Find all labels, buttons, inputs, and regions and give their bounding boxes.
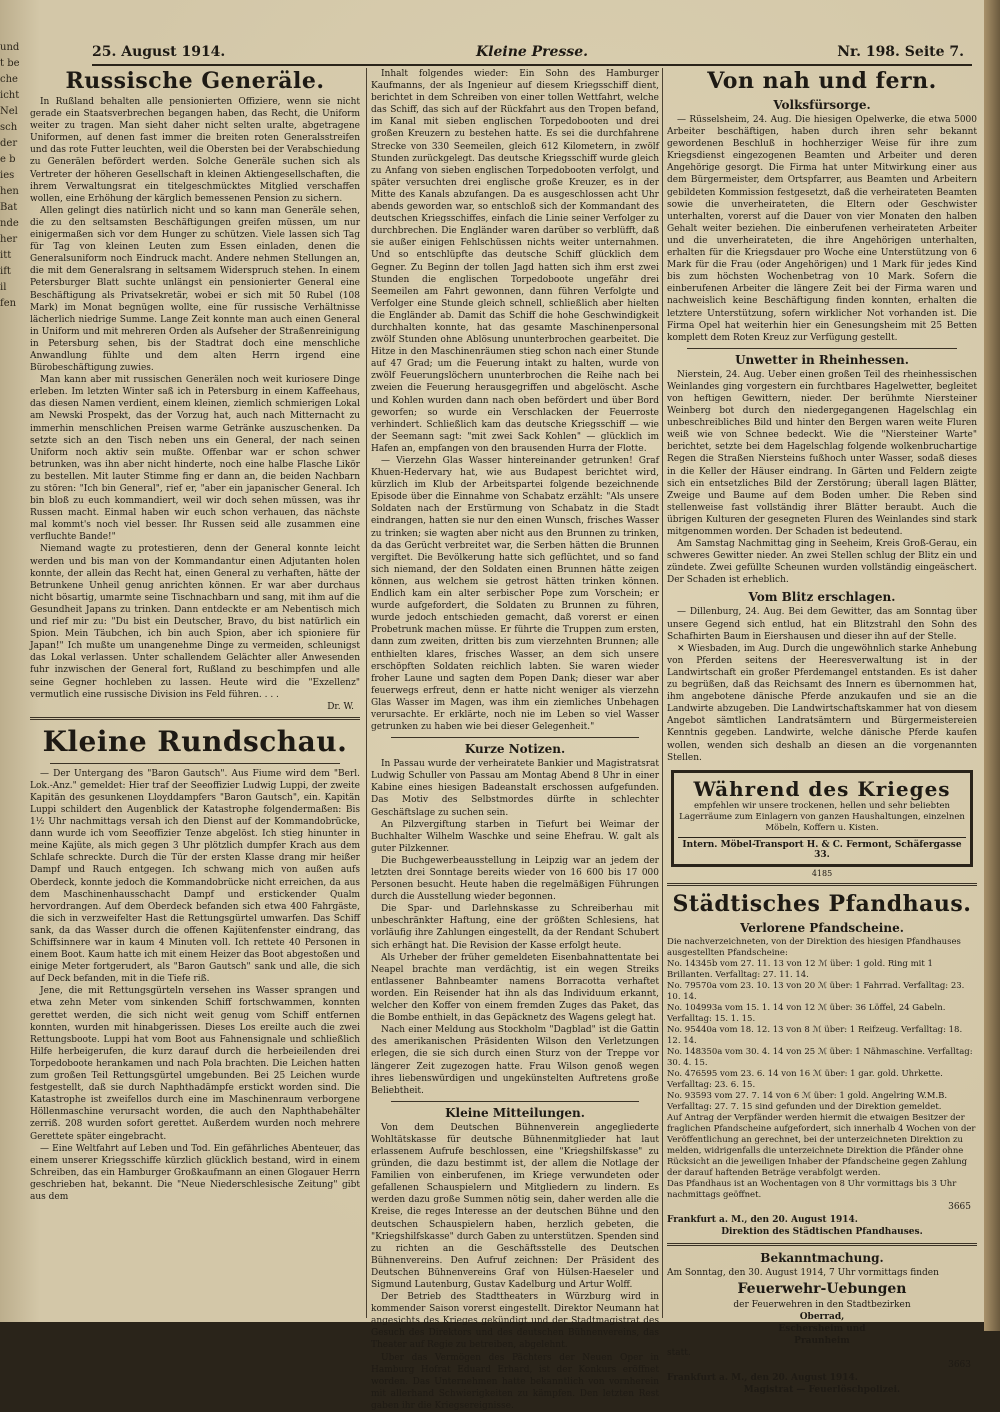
notice-signature: Magistrat — Feuerlöschpolizei. bbox=[743, 1384, 901, 1395]
section-title-mitteilungen: Kleine Mitteilungen. bbox=[445, 1105, 585, 1120]
author-signature: Dr. W. bbox=[327, 701, 354, 712]
fold-text-fragment: her bbox=[0, 234, 18, 245]
fold-text-fragment: il bbox=[0, 282, 7, 293]
list-item: No. 95440a vom 18. 12. 13 von 8 ℳ über: 1 Reifzeug. Verfalltag: 18. 12. 14. bbox=[667, 1024, 963, 1046]
article-title-generals: Russische Generäle. bbox=[65, 68, 325, 94]
fold-text-fragment: t be bbox=[0, 58, 20, 69]
notice-place: Praunheim bbox=[794, 1335, 850, 1346]
paragraph: Uber das Vermögen des Pächters der Neuen Oper in Hamburg Hofrat Eduard Erhard, ist der Konkurs eröffnet worden. Das Unternehmen hatte bekanntlich von vornherein mit allerhand Schwierigkeiten zu kämpfen. Den letzten Rest gaben ihr die Kriegsereignisse. bbox=[371, 1352, 659, 1411]
fold-text-fragment: ies bbox=[0, 170, 15, 181]
divider bbox=[687, 348, 957, 349]
page-header bbox=[92, 42, 972, 66]
advertisement-moebel-transport bbox=[671, 770, 973, 867]
section-title-nah-fern: Von nah und fern. bbox=[707, 68, 937, 94]
fold-text-fragment: sch bbox=[0, 122, 18, 133]
pawnshop-subtitle: Verlorene Pfandscheine. bbox=[740, 920, 904, 935]
fold-text-fragment: Nel bbox=[0, 106, 18, 117]
section-title-rundschau: Kleine Rundschau. bbox=[42, 724, 348, 758]
fold-text-fragment: ift bbox=[0, 266, 11, 277]
divider bbox=[667, 883, 977, 886]
pawnshop-intro: Die nachverzeichneten, von der Direktion des hiesigen Pfandhauses ausgestellten Pfandscheine: bbox=[667, 936, 961, 958]
list-item: No. 104993a vom 15. 1. 14 von 12 ℳ über: 36 Löffel, 24 Gabeln. Verfalltag: 15. 1. 15. bbox=[667, 1002, 946, 1024]
list-item: No. 93593 vom 27. 7. 14 von 6 ℳ über: 1 gold. Angelring W.M.B. Verfalltag: 27. 7. 15 sind gefunden und der Direktion gemeldet. bbox=[667, 1090, 948, 1112]
paragraph: Man kann aber mit russischen Generälen noch weit kuriosere Dinge erleben. Im letzten Winter saß ich in Petersburg in einem Kaffeehaus, das diesen Namen verdient, einem kleinen, ziemlich schmierigen Lokal am Newski Prospekt, das der Vorzug hat, auch nach Mitternacht zu immerhin menschlichen Preisen warme Getränke auszuschenken. Da setzte sich an den Tisch neben uns ein General, der nach seinen Uniform noch aktiv sein mußte. Offenbar war er schon schwer betrunken, was ihn aber nicht hinderte, noch eine halbe Flasche Likör zu bestellen. Mit lauter Stimme fing er dann an, die beiden Nachbarn zu stören: "Ich bin General", rief er, "aber ein japanischer General. Ich bin bloß zu euch kommandiert, weil wir doch sehen müssen, was ihr Russen macht. Einmal haben wir euch schon verhauen, das nächste mal kommt's noch viel besser. Ihr Russen seid alle zusammen eine verfluchte Bande!" bbox=[30, 375, 360, 543]
fold-text-fragment: hen bbox=[0, 186, 19, 197]
list-item: No. 14345b vom 27. 11. 13 von 12 ℳ über: 1 gold. Ring mit 1 Brillanten. Verfalltag: 27. 11. 14. bbox=[667, 958, 933, 980]
fold-text-fragment: Bat bbox=[0, 202, 18, 213]
list-item: Das Pfandhaus ist an Wochentagen von 8 Uhr vormittags bis 3 Uhr nachmittags geöffnet. bbox=[667, 1178, 957, 1200]
fold-text-fragment: und bbox=[0, 42, 20, 53]
notice-line: statt. bbox=[667, 1347, 691, 1358]
paragraph: Der Betrieb des Stadttheaters in Würzburg wird in kommender Saison vorerst eingestellt. Direktor Neumann hat angesichts des Krieges gekündigt und der Stadtmagistrat des Gesuch des Direktors und des deutschen Bühnenvereins, das Theater auf Regie zu betreiben, abgelehnt. bbox=[371, 1292, 659, 1351]
paragraph: Von dem Deutschen Bühnenverein angegliederte Wohltätskasse für deutsche Bühnenmitglieder hat laut erlassenem Aufrufe beschlossen, eine "Kriegshilfskasse" zu gründen, die dazu bestimmt ist, der allem die Notlage der Familien von einberufenen, im Kriege verwundeten oder gefallenen Schauspielern und Mitgliedern zu lindern. Es werden dazu große Summen nötig sein, daher werden alle die Kreise, die reges Interesse an der deutschen Bühne und den deutschen Schauspielern haben, herzlich gebeten, die "Kriegshilfskasse" durch Gaben zu unterstützen. Spenden sind zu richten an die Geschäftsstelle des Deutschen Bühnenvereins. Den Aufruf zeichnen: Der Präsident des Deutschen Bühnenvereins Graf von Hülsen-Haeseler und Sigmund Lautenburg, Gustav Kadelburg und Artur Wolff. bbox=[371, 1122, 659, 1290]
article-body-generals bbox=[30, 96, 360, 701]
column-2 bbox=[366, 68, 659, 1411]
divider bbox=[50, 763, 340, 764]
paragraph: Allen gelingt dies natürlich nicht und so kann man Generäle sehen, die zu den seltsamsten Beschäftigungen greifen müssen, um nur einigermaßen sich vor dem Hunger zu schützen. Viele lassen sich Tag für Tag von kleinen Leuten zum Essen einladen, denen die Generalsuniform noch Eindruck macht. Andere nehmen Stellungen an, die mit dem Generalsrang in seltsamem Widerspruch stehen. In einem Petersburger Blatt suchte unlängst ein pensionierter General eine Beschäftigung als Privatsekretär, wobei er sich mit 50 Rubel (108 Mark) im Monat begnügen wollte, eine für russische Verhältnisse lächerlich niedrige Summe. Lange Zeit konnte man auch einen General in Uniform und mit mehreren Orden als Aufseher der Straßenreinigung in Petersburg sehen, bis der Stadtrat doch eine menschliche Anwandlung fühlte und dem alten Herrn irgend eine Bürobeschäftigung zuwies. bbox=[30, 205, 360, 374]
pawnshop-number: 3665 bbox=[948, 1201, 971, 1212]
ad-heading: Während des Krieges bbox=[693, 776, 951, 801]
fold-text-fragment: che bbox=[0, 74, 18, 85]
pawnshop-list bbox=[667, 959, 977, 1201]
divider bbox=[30, 717, 360, 720]
ad-footer: Intern. Möbel-Transport H. & C. Fermont, Schäfergasse 33. bbox=[678, 837, 966, 860]
pawnshop-place-date: Frankfurt a. M., den 20. August 1914. bbox=[667, 1214, 858, 1225]
fold-text-fragment: itt bbox=[0, 250, 12, 261]
subsection-title-volksfuersorge: Volksfürsorge. bbox=[773, 98, 871, 112]
list-item: No. 476595 vom 23. 6. 14 von 16 ℳ über: 1 gar. gold. Uhrkette. Verfalltag: 23. 6. 15. bbox=[667, 1068, 943, 1090]
paragraph: — Eine Weltfahrt auf Leben und Tod. Ein gefährliches Abenteuer, das einem unserer Kriegsschiffe kürzlich glücklich bestand, wird in einem Schreiben, das ein Hamburger Großkaufmann an einen Glogauer Herrn geschrieben hat, bekannt. Die "Neue Niederschlesische Zeitung" gibt aus dem bbox=[30, 1143, 360, 1202]
divider bbox=[391, 737, 639, 738]
column-3 bbox=[662, 68, 977, 1395]
fold-text-fragment: nde bbox=[0, 218, 19, 229]
notice-place: Oberrad, bbox=[799, 1311, 845, 1322]
paragraph: Am Samstag Nachmittag ging in Seeheim, Kreis Groß-Gerau, ein schweres Gewitter nieder. An zwei Stellen schlug der Blitz ein und zündete. Zwei gefüllte Scheunen wurden vollständig eingeäschert. Der Schaden ist erheblich. bbox=[667, 539, 977, 586]
divider bbox=[667, 1243, 977, 1246]
notice-number: 3663 bbox=[948, 1359, 971, 1370]
paragraph: Die Buchgewerbeausstellung in Leipzig war an jedem der letzten drei Sonntage bereits wieder von 16 600 bis 17 000 Personen besucht. Heute haben die regelmäßigen Führungen durch die Ausstellung wieder begonnen. bbox=[371, 855, 659, 903]
subsection-title-blitz: Vom Blitz erschlagen. bbox=[748, 590, 896, 605]
column-1 bbox=[30, 68, 360, 1318]
pawnshop-title: Städtisches Pfandhaus. bbox=[672, 890, 972, 917]
notice-place: Eschersheim und bbox=[778, 1323, 866, 1334]
paragraph: — Vierzehn Glas Wasser hintereinander getrunken! Graf Khuen-Hedervary hat, wie aus Budapest berichtet wird, kürzlich im Klub der Arbeitspartei folgende bezeichnende Episode über die Einnahme von Schabatz erzählt: "Als unsere Soldaten nach der Erstürmung von Schabatz in die Stadt eindrangen, hatten sie nur den einen Wunsch, frisches Wasser zu trinken; sie wagten aber nicht aus den Brunnen zu trinken, da das Gerücht verbreitet war, die Serben hätten die Brunnen vergiftet. Die Bevölkerung hatte sich geflüchtet, und so fand sich niemand, der den Soldaten einen Brunnen hätte zeigen können, aus welchem sie getrost hätten trinken können. Endlich kam ein alter serbischer Pope zum Vorschein; er wurde aufgefordert, die Soldaten zu Brunnen zu führen, wurde jedoch entschieden gemacht, daß vorerst er einen Probetrunk machen müsse. Er führte die Truppen zum ersten, dann zum zweiten, dritten bis zum vierzehnten Brunnen; alle enthielten klares, frisches Wasser, an dem sich unsere erschöpften Soldaten reichlich labten. Sie waren wieder froher Laune und sagten dem Popen Dank; dieser war aber feuerwegs erfreut, denn er hatte nicht weniger als vierzehn Glas Wasser im Magen, was ihm ein ziemliches Unbehagen verursachte. Er erklärte, noch nie im Leben so viel Wasser getrunken zu haben wie bei dieser Gelegenheit." bbox=[371, 456, 659, 733]
paragraph: Nierstein, 24. Aug. Ueber einen großen Teil des rheinhessischen Weinlandes ging vorgestern ein furchtbares Hagelwetter, begleitet von heftigen Gewittern, nieder. Der berühmte Niersteiner Weinberg bot durch den niedergegangenen Hagelschlag ein unbeschreibliches Bild und hinter den Bergen waren weite Fluren weiß wie von Schnee bedeckt. Wie die "Niersteiner Warte" berichtet, setzte bei dem Hagelschlag folgende wolkenbruchartige Regen die Straßen Niersteins fußhoch unter Wasser, sodaß dieses in die Keller der Häuser eindrang. In Gärten und Feldern zeigte sich ein entsetzliches Bild der Zerstörung; überall lagen Blätter, Zweige und Baume auf dem Boden umher. Die Reben sind stellenweise fast vollständig ihrer Blätter beraubt. Auch die übrigen Kulturen der gesegneten Fluren des Weinlandes sind stark mitgenommen worden. Der Schaden ist bedeutend. bbox=[667, 369, 977, 537]
header-title: Kleine Presse. bbox=[475, 44, 589, 60]
list-item: No. 148350a vom 30. 4. 14 von 25 ℳ über: 1 Nähmaschine. Verfalltag: 30. 4. 15. bbox=[667, 1046, 973, 1068]
paragraph: — Dillenburg, 24. Aug. Bei dem Gewitter, das am Sonntag über unsere Gegend sich entlud, hat ein Blitzstrahl den Sohn des Schafhirten Baum in Eiershausen und dieser ihn auf der Stelle. bbox=[667, 607, 977, 642]
notice-title: Bekanntmachung. bbox=[760, 1250, 884, 1265]
paragraph: Inhalt folgendes wieder: Ein Sohn des Hamburger Kaufmanns, der als Ingenieur auf diesem Kriegsschiff dient, berichtet in dem Schreiben von einer tollen Wettfahrt, welche das Schiff, das sich auf der Rückfahrt aus den Tropen befand, im Kanal mit sieben englischen Torpedobooten und drei großen Kreuzern zu bestehen hatte. Es sei die durchfahrene Strecke von 330 Seemeilen, gleich 612 Kilometern, in zwölf Stunden zurückgelegt. Das deutsche Kriegsschiff wurde gleich zu Anfang von sieben englischen Torpedobooten verfolgt, und später versuchten drei englische große Kreuzer, es in der Mitte des Kanals abzufangen. Da es ausgeschlossen acht Uhr abends geworden war, so entschloß sich der Kommandant des deutschen Kriegsschiffes, einfach die Linie seiner Verfolger zu durchbrechen. Die Engländer waren darüber so verblüfft, daß sie außer einigen Fehlschüssen nichts weiter unternahmen. Und so entschlüpfte das deutsche Schiff glücklich dem Gegner. Zu Beginn der tollen Jagd hatten sich ihm erst zwei Stunden die englischen Torpedoboote ungefähr drei Seemeilen am Fahrt gewonnen, dann führen Verfolgte und Verfolger eine Stunde gleich schnell, schließlich aber hielten die Engländer ab. Damit das Schiff die hohe Geschwindigkeit durchhalten konnte, hat das gesamte Maschinenpersonal zwölf Stunden ohne Ablösung ununterbrochen gearbeitet. Die Hitze in den Maschinenräumen stieg schon nach einer Stunde auf 47 Grad; um die Feuerung intakt zu halten, wurde von zwölf Feuerungslöchern ununterbrochen die Reihe nach bei zweien die Feuerung herausgegriffen und abgelöscht. Asche und Kohlen wurden dann nach oben befördert und über Bord geworfen; so wurde ein Verschlacken der Feuerroste verhindert. Schließlich kam das deutsche Kriegsschiff — wie der Seemann sagt: "mit zwei Sack Kohlen" — glücklich im Hafen an, empfangen von den brausenden Hurra der Flotte. bbox=[371, 69, 659, 454]
list-item: No. 79570a vom 23. 10. 13 von 20 ℳ über: 1 Fahrrad. Verfalltag: 23. 10. 14. bbox=[667, 980, 965, 1002]
binding-edge bbox=[984, 0, 1000, 1331]
section-title-notizen: Kurze Notizen. bbox=[464, 742, 566, 757]
paragraph: ✕ Wiesbaden, im Aug. Durch die ungewöhnlich starke Anhebung von Pferden seitens der Heeresverwaltung ist in der Landwirtschaft ein großer Pferdemangel entstanden. Es ist daher zu begrüßen, daß das Reichsamt des Innern es übernommen hat, ihm angebotene dänische Pferde anzukaufen und sie an die Landwirte abzugeben. Die Landwirtschaftskammer hat von diesem Angebot sämtlichen Landratsämtern und Bürgermeistereien Kenntnis gegeben. Landwirte, welche dänische Pferde kaufen wollen, wenden sich deshalb an diesen an die vorgenannten Stellen. bbox=[667, 643, 977, 763]
ad-number: 4185 bbox=[811, 868, 833, 878]
notice-heading: Feuerwehr-Uebungen bbox=[737, 1280, 907, 1297]
paragraph: Die Spar- und Darlehnskasse zu Schreiberhau mit unbeschränkter Haftung, eine der größten Schlesiens, hat vorläufig ihre Zahlungen eingestellt, da der Rendant Schubert sich erhängt hat. Die Revision der Kasse erfolgt heute. bbox=[371, 904, 659, 951]
fold-text-fragment: der bbox=[0, 138, 18, 149]
paragraph: Nach einer Meldung aus Stockholm "Dagblad" ist die Gattin des amerikanischen Präsidenten Wilson den Verletzungen erlegen, die sie sich durch einen Sturz von der Treppe vor längerer Zeit zugezogen hatte. Frau Wilson genoß wegen ihres liebenswürdigen und ungekünstelten Auftretens große Beliebtheit. bbox=[371, 1025, 659, 1096]
notice-line: Am Sonntag, den 30. August 1914, 7 Uhr vormittags finden bbox=[667, 1267, 939, 1278]
paragraph: An Pilzvergiftung starben in Tiefurt bei Weimar der Buchhalter Wilhelm Waschke und seine Ehefrau. W. galt als guter Pilzkenner. bbox=[371, 819, 659, 854]
divider bbox=[391, 1101, 639, 1102]
paragraph: — Der Untergang des "Baron Gautsch". Aus Fiume wird dem "Berl. Lok.-Anz." gemeldet: Hier traf der Seeoffizier Ludwig Luppi, der zweite Kapitän des gesunkenen Lloyddampfers "Baron Gautsch", ein. Kapitän Luppi schildert den Augenblick der Katastrophe folgendermaßen: Bis 1½ Uhr nachmittags versah ich den Dienst auf der Kommandobrücke, dann wurde ich vom Seeoffizier Tenze abgelöst. Ich stieg hinunter in meine Kajüte, als mich gegen 3 Uhr plötzlich dumpfer Krach aus dem Schlafe schreckte. Durch die Tür der ersten Klasse drang mir heißer Dampf und Rauch entgegen. Ich schwang mich von außen aufs Oberdeck, konnte jedoch die Kommandobrücke nicht erreichen, da aus dem Maschinenhausschacht Dampf und erstickender Qualm hervordrangen. Auf dem Oberdeck befanden sich etwa 400 Fahrgäste, die sich in verzweifelter Hast die Rettungsgürtel umwarfen. Das Schiff sank, da das Wasser durch die offenen Kajütenfenster eindrang, das Schiffsinnere war in kaum 4 Minuten voll. Ich rettete 40 Personen in einem Boot. Kaum hatte ich mit einem Heizer das Boot abgestoßen und einige Meter fortgerudert, als "Baron Gautsch" sank und alle, die sich auf Deck befanden, mit in die Tiefe riß. bbox=[30, 768, 360, 985]
paragraph: Niemand wagte zu protestieren, denn der General konnte leicht werden und bis man von der Kommandantur einen Adjutanten holen konnte, der allein das Recht hat, einen General zu verhaften, hätte der Betrunkene Unheil genug anrichten können. Er war aber durchaus nicht bösartig, umarmte seine Tischnachbarn und sang, mit ihm auf die Gesundheit Japans zu trinken. Dann entdeckte er am Nebentisch mich und rief mir zu: "Du bist ein Deutscher, Bravo, du bist natürlich ein Spion. Mein Täubchen, ich bin auch Spion, aber ich spioniere für Japan!" Ich mußte um unangenehme Dinge zu vermeiden, schleunigst das Lokal verlassen. Unter schallendem Gelächter aller Anwesenden fuhr inzwischen der General fort, Rußland zu beschimpfen und alle seine Gegner hochleben zu lassen. Heute wird die "Exzellenz" vermutlich eine russische Division ins Feld führen. . . . bbox=[30, 544, 360, 700]
paragraph: — Rüsselsheim, 24. Aug. Die hiesigen Opelwerke, die etwa 5000 Arbeiter beschäftigen, haben durch ihren sehr bekannt gewordenen Beschluß in hochherziger Weise für ihre zum Kriegsdienst eingezogenen Beamten und Arbeiter und deren Angehörige gesorgt. Die Firma hat unter Mitwirkung einer aus dem Bürgermeister, dem Ortspfarrer, aus Beamten und Arbeitern gebildeten Kommission festgesetzt, daß die verheirateten Beamten sowie die unverheirateten, die Eltern oder Geschwister unterhalten, vorerst auf die Dauer von vier Monaten den halben Gehalt weiter beziehen. Die einberufenen verheirateten Arbeiter und die unverheirateten, die ihre Angehörigen unterhalten, erhalten für die Kriegsdauer pro Woche eine Unterstützung von 6 Mark für die Frau (oder Angehörigen) und 1 Mark für jedes Kind bis zum höchsten Wochenbetrag von 10 Mark. Sofern die einberufenen Arbeiter die längere Zeit bei der Firma waren und nachweislich keine Beschäftigung finden konnten, erhalten die letztere Unterstützung, sofern wirklicher Not vorhanden ist. Die Firma Opel hat weiterhin hier ein Genesungsheim mit 25 Betten komplett dem Roten Kreuz zur Verfügung gestellt. bbox=[667, 115, 977, 343]
paragraph: In Passau wurde der verheiratete Bankier und Magistratsrat Ludwig Schuller von Passau am Montag Abend 8 Uhr in einer Kabine eines hiesigen Badeanstalt erschossen aufgefunden. Das Motiv des Selbstmordes dürfte in schlechter Geschäftslage zu suchen sein. bbox=[371, 759, 659, 818]
previous-page-fold bbox=[0, 40, 20, 1310]
header-page-number: Nr. 198. Seite 7. bbox=[837, 44, 964, 60]
paragraph: Jene, die mit Rettungsgürteln versehen ins Wasser sprangen und etwa zehn Meter vom sinkenden Schiff fortschwammen, konnten gerettet werden, die sich nicht weit genug vom Schiff entfernen konnten, wurden mit hinabgerissen. Dieses Los ereilte auch die zwei Rettungsboote. Luppi hat vom Boot aus Fahnensignale und schließlich Hilfe herbeigerufen, die kurz darauf durch die herbeieilenden drei Torpedoboote herankamen und nach Pola brachten. Die Leichen hatten zum großen Teil Rettungsgürtel umgebunden. Bei 25 Leichen wurde festgestellt, daß sie durch Naphthadämpfe erstickt worden sind. Die Katastrophe ist zweifellos durch eine im Maschinenraum verborgene Höllenmaschine verursacht worden, die auch den Naphthabehälter zerriß. 208 wurden sofort gerettet. Außerdem wurden noch mehrere Gerettete später eingebracht. bbox=[30, 986, 360, 1142]
pawnshop-signature: Direktion des Städtischen Pfandhauses. bbox=[721, 1226, 923, 1237]
paragraph: In Rußland behalten alle pensionierten Offiziere, wenn sie nicht gerade ein Staatsverbrechen begangen haben, das Recht, die Uniform weiter zu tragen. Man sieht daher nicht selten uralte, abgetragene Uniformen, auf denen fast immer die breiten roten Generalsstreifen und das rote Futter leuchten, weil die Obersten bei der Verabschiedung zu Generälen befördert werden. Solche Generäle suchen sich als Vertreter der höheren Gesellschaft in kleinen Aktiengesellschaften, die ihrem Verwaltungsrat ein titelgeschmücktes Mitglied verschaffen wollen, eine Erhöhung der kärglich bemessenen Pension zu sichern. bbox=[30, 97, 360, 204]
list-item: Auf Antrag der Verpfänder werden hiermit die etwaigen Besitzer der fraglichen Pfandscheine aufgefordert, sich innerhalb 4 Wochen von der Veröffentlichung an gerechnet, bei der unterzeichneten Direktion zu melden, widrigenfalls die unterzeichnete Direktion die Pfänder ohne Rücksicht an die jeweiligen Inhaber der Pfandscheine gegen Zahlung der darauf haftenden Beträge verabfolgt werden. bbox=[667, 1112, 976, 1178]
ad-text: empfehlen wir unsere trockenen, hellen und sehr beliebten Lagerräume zum Einlagern von ganzen Haushaltungen, einzelnen Möbeln, Koffern u. Kisten. bbox=[679, 800, 965, 833]
header-date: 25. August 1914. bbox=[92, 44, 226, 60]
subsection-title-unwetter: Unwetter in Rheinhessen. bbox=[735, 352, 909, 367]
fold-text-fragment: fen bbox=[0, 298, 17, 309]
notice-line: der Feuerwehren in den Stadtbezirken bbox=[733, 1299, 911, 1310]
paragraph: Als Urheber der früher gemeldeten Eisenbahnattentate bei Neapel brachte man verdächtig, ist ein wegen Streiks entlassener Bahnbeamter namens Borracotta verhaftet worden. Ein Reisender hat ihn als das Individuum erkannt, welcher den Koffer von einem fremden Zuges das Paket, das die Bombe enthielt, in das Gepäcknetz des Wagens gelegt hat. bbox=[371, 952, 659, 1024]
fold-text-fragment: e b bbox=[0, 154, 16, 165]
fold-text-fragment: icht bbox=[0, 90, 20, 101]
notice-place-date: Frankfurt a. M., den 20. August 1914. bbox=[667, 1372, 858, 1383]
